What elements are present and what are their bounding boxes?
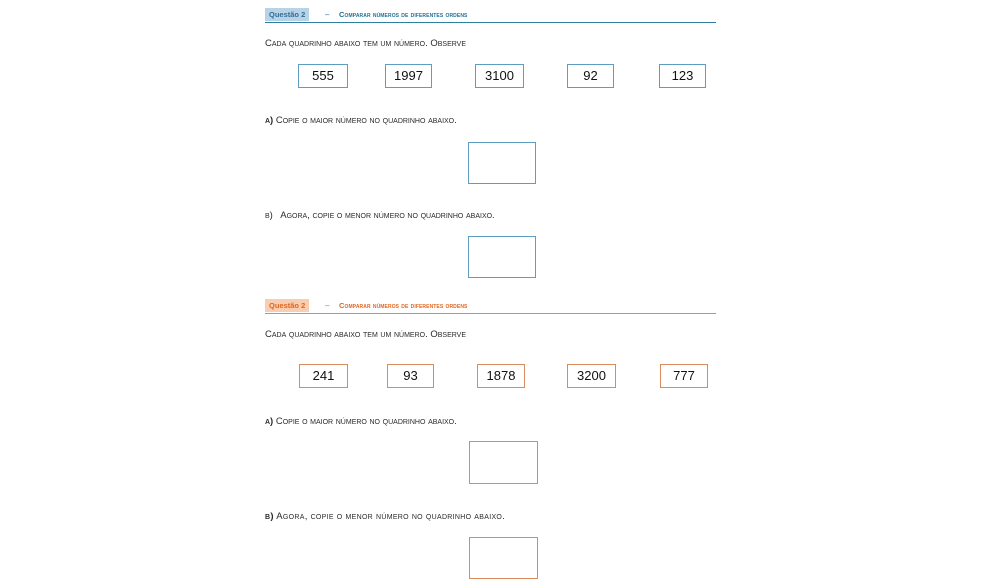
item-a-text: Copie o maior número no quadrinho abaixo. bbox=[275, 115, 457, 126]
question-title: Comparar números de diferentes ordens bbox=[339, 10, 468, 19]
question-header-blue bbox=[265, 8, 716, 22]
item-b-text: Agora, copie o menor número no quadrinho abaixo. bbox=[280, 210, 495, 221]
number-box-3: 1878 bbox=[477, 364, 525, 388]
header-dash: – bbox=[325, 10, 330, 19]
question-tag: Questão 2 bbox=[265, 8, 309, 21]
number-box-1: 555 bbox=[298, 64, 348, 88]
number-box-5: 123 bbox=[659, 64, 706, 88]
answer-box-smallest[interactable] bbox=[469, 537, 538, 579]
number-box-4: 92 bbox=[567, 64, 614, 88]
header-rule bbox=[265, 22, 716, 23]
instruction-text: Cada quadrinho abaixo tem um número. Observe bbox=[265, 38, 467, 49]
item-b bbox=[265, 511, 505, 522]
item-b-text: Agora, copie o menor número no quadrinho abaixo. bbox=[276, 511, 506, 522]
number-box-5: 777 bbox=[660, 364, 708, 388]
item-a-letter: a) bbox=[265, 115, 274, 126]
answer-box-largest[interactable] bbox=[469, 441, 538, 484]
item-b bbox=[265, 210, 495, 221]
item-b-letter: b) bbox=[265, 511, 274, 522]
number-box-3: 3100 bbox=[475, 64, 524, 88]
item-a-text: Copie o maior número no quadrinho abaixo. bbox=[275, 416, 457, 427]
number-box-2: 1997 bbox=[385, 64, 432, 88]
header-dash: – bbox=[325, 301, 330, 310]
header-rule bbox=[265, 313, 716, 314]
number-box-4: 3200 bbox=[567, 364, 616, 388]
answer-box-largest[interactable] bbox=[468, 142, 536, 184]
instruction-text: Cada quadrinho abaixo tem um número. Observe bbox=[265, 329, 467, 340]
answer-box-smallest[interactable] bbox=[468, 236, 536, 278]
item-b-letter: b) bbox=[265, 210, 273, 221]
question-title: Comparar números de diferentes ordens bbox=[339, 301, 468, 310]
item-a bbox=[265, 115, 457, 126]
item-a-letter: a) bbox=[265, 416, 274, 427]
number-box-2: 93 bbox=[387, 364, 434, 388]
question-tag: Questão 2 bbox=[265, 299, 309, 312]
question-header-orange bbox=[265, 299, 716, 313]
number-box-1: 241 bbox=[299, 364, 348, 388]
item-a bbox=[265, 416, 457, 427]
